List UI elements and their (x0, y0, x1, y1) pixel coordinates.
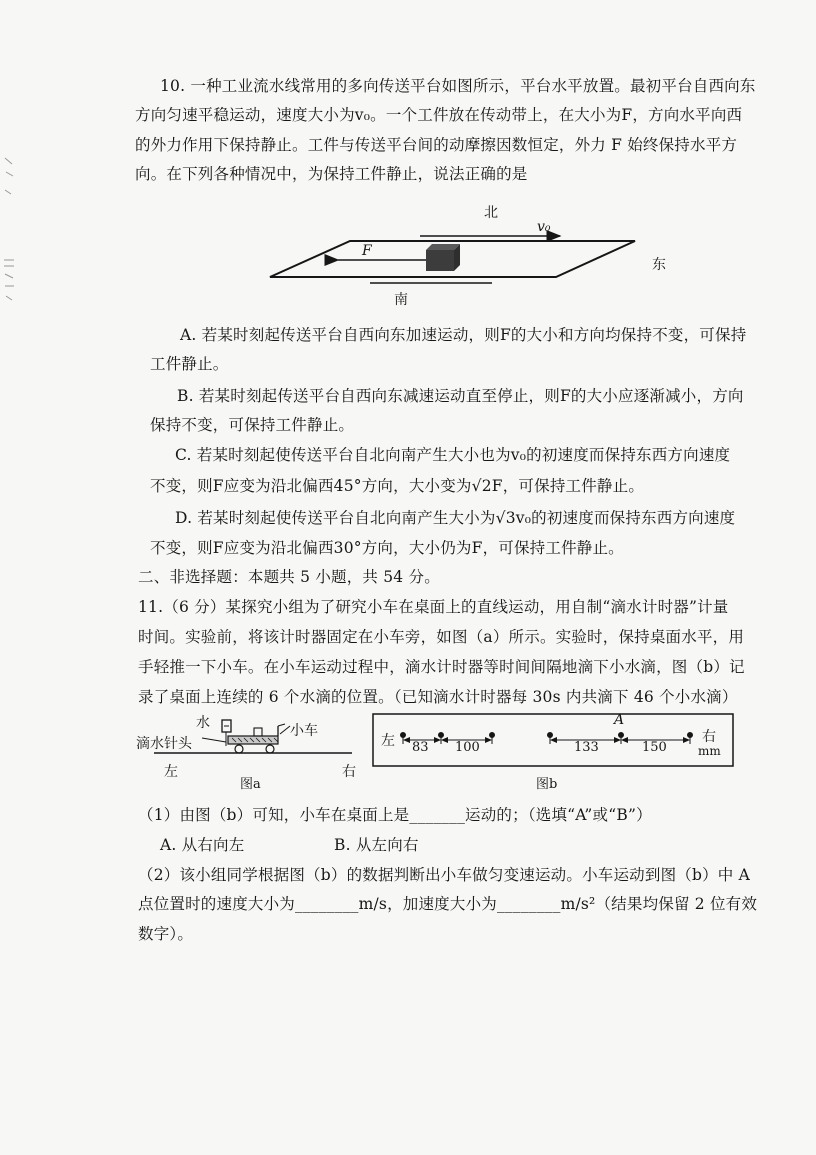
south-label: 南 (394, 292, 408, 308)
fig-b-distance-1: 83 (412, 740, 429, 755)
fig-b-point-a-label: A (614, 712, 625, 728)
q11-stem-line-2: 时间。实验前，将该计时器固定在小车旁，如图（a）所示。实验时，保持桌面水平，用 (138, 628, 745, 646)
fig-b-distance-3: 133 (574, 740, 599, 755)
fig-a-caption: 图a (240, 777, 261, 792)
q10-stem-line-1: 10. 一种工业流水线常用的多向传送平台如图所示，平台水平放置。最初平台自西向东 (160, 77, 756, 95)
fig-b-distance-4: 150 (642, 740, 667, 755)
water-drop (688, 733, 693, 745)
water-drop (401, 733, 406, 745)
fig-a-right-label: 右 (342, 764, 356, 780)
section-2-heading: 二、非选择题：本题共 5 小题，共 54 分。 (138, 568, 440, 586)
q10-stem-line-3: 的外力作用下保持静止。工件与传送平台间的动摩擦因数恒定，外力 F 始终保持水平方 (135, 136, 738, 154)
fig-b-caption: 图b (536, 777, 558, 792)
fig-a-water-label: 水 (196, 715, 210, 731)
fig-b-distance-2: 100 (455, 740, 480, 755)
q11-sub2-line-3: 数字）。 (138, 925, 194, 943)
q10-option-d-line-2: 不变，则F应变为沿北偏西30°方向，大小仍为F，可保持工件静止。 (150, 539, 624, 557)
water-drop (619, 733, 624, 745)
q11-stem-line-4: 录了桌面上连续的 6 个水滴的位置。（已知滴水计时器每 30s 内共滴下 46 个小水滴） (138, 688, 738, 706)
q10-option-b-line-2: 保持不变，可保持工件静止。 (150, 416, 355, 434)
q10-stem-line-4: 向。在下列各种情况中，为保持工件静止，说法正确的是 (135, 165, 528, 183)
velocity-label: v₀ (537, 219, 551, 235)
force-label: F (362, 243, 372, 259)
q11-sub2-line-2: 点位置时的速度大小为________m/s，加速度大小为________m/s²（结果均保留 2 位有效 (138, 895, 758, 913)
q11-sub1: （1）由图（b）可知，小车在桌面上是_______运动的；（选填“A”或“B”） (138, 806, 652, 824)
water-drop (439, 733, 444, 745)
fig-b-right-label: 右 (702, 729, 716, 745)
conveyor-platform-figure (260, 195, 680, 310)
q11-sub1-option-b: B. 从左向右 (334, 836, 419, 854)
fig-b-left-label: 左 (381, 733, 395, 749)
q10-option-b-line-1: B. 若某时刻起传送平台自西向东减速运动直至停止，则F的大小应逐渐减小，方向 (177, 387, 744, 405)
fig-a-car-label: 小车 (290, 723, 318, 739)
workpiece-block (426, 244, 460, 271)
q10-stem-line-2: 方向匀速平稳运动，速度大小为v₀。一个工件放在传动带上，在大小为F，方向水平向西 (135, 106, 743, 124)
water-drop (548, 733, 553, 745)
q10-option-c-line-1: C. 若某时刻起使传送平台自北向南产生大小也为v₀的初速度而保持东西方向速度 (175, 446, 731, 464)
east-label: 东 (652, 257, 666, 273)
q10-option-a-line-2: 工件静止。 (150, 355, 229, 373)
scan-margin-mark (2, 150, 16, 330)
water-drop (490, 733, 495, 745)
fig-b-unit-label: mm (698, 744, 721, 758)
q11-sub1-option-a: A. 从右向左 (160, 836, 245, 854)
cart-body (228, 724, 285, 744)
q10-option-d-line-1: D. 若某时刻起使传送平台自北向南产生大小为√3v₀的初速度而保持东西方向速度 (175, 509, 736, 527)
fig-a-left-label: 左 (164, 764, 178, 780)
north-label: 北 (484, 205, 498, 221)
q10-option-c-line-2: 不变，则F应变为沿北偏西45°方向，大小变为√2F，可保持工件静止。 (150, 477, 645, 495)
q11-stem-line-3: 手轻推一下小车。在小车运动过程中，滴水计时器等时间间隔地滴下小水滴，图（b）记 (138, 658, 745, 676)
cart-wheel (235, 745, 243, 753)
q10-option-a-line-1: A. 若某时刻起传送平台自西向东加速运动，则F的大小和方向均保持不变，可保持 (180, 326, 747, 344)
q11-stem-line-1: 11.（6 分）某探究小组为了研究小车在桌面上的直线运动，用自制“滴水计时器”计量 (138, 598, 729, 616)
cart-wheel (266, 745, 274, 753)
fig-a-nozzle-label: 滴水针头 (136, 736, 192, 752)
q11-sub2-line-1: （2）该小组同学根据图（b）的数据判断出小车做匀变速运动。小车运动到图（b）中 A (138, 866, 751, 884)
